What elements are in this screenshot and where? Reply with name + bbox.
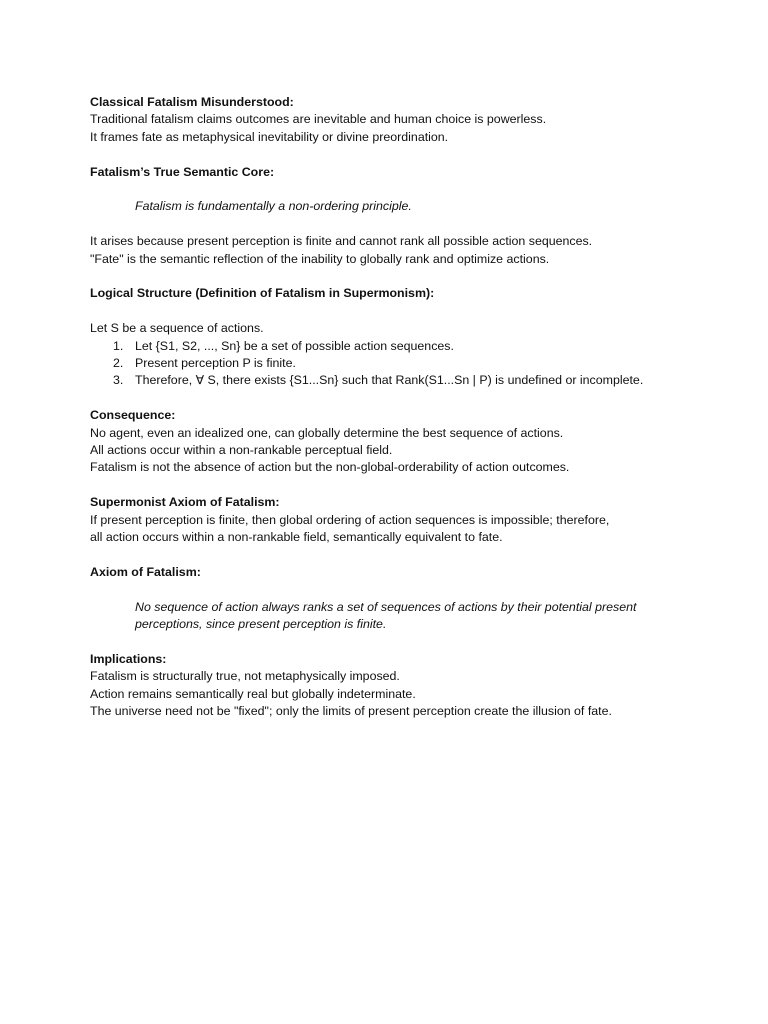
paragraph-line: No agent, even an idealized one, can globally determine the best sequence of actions. xyxy=(90,425,564,440)
blank-line xyxy=(90,303,728,320)
paragraph-line: Let S be a sequence of actions. xyxy=(90,321,264,336)
paragraph-line: Fatalism is not the absence of action but the non-global-orderability of action outcomes. xyxy=(90,460,570,475)
list-item xyxy=(113,355,728,372)
section-axiom-of-fatalism xyxy=(90,564,728,634)
list-number: 1. xyxy=(113,338,124,353)
italic-quote-line: No sequence of action always ranks a set of sequences of actions by their potential present xyxy=(135,599,637,614)
list-number: 2. xyxy=(113,356,124,371)
section-semantic-core xyxy=(90,164,728,268)
heading-classical-fatalism: Classical Fatalism Misunderstood: xyxy=(90,95,294,109)
list-item-text: Therefore, ∀ S, there exists {S1...Sn} such that Rank(S1...Sn | P) is undefined or incomplete. xyxy=(135,373,644,388)
paragraph-line: It arises because present perception is finite and cannot rank all possible action sequences. xyxy=(90,234,593,249)
section-consequence xyxy=(90,407,728,477)
section-implications xyxy=(90,651,728,721)
list-item-text: Let {S1, S2, ..., Sn} be a set of possible action sequences. xyxy=(135,338,454,353)
heading-axiom-of-fatalism: Axiom of Fatalism: xyxy=(90,564,201,579)
italic-quote: Fatalism is fundamentally a non-ordering principle. xyxy=(135,199,412,214)
paragraph-line: "Fate" is the semantic reflection of the inability to globally rank and optimize actions. xyxy=(90,251,550,266)
list-number: 3. xyxy=(113,373,124,388)
paragraph-line: Fatalism is structurally true, not metaphysically imposed. xyxy=(90,669,400,684)
blank-line xyxy=(90,181,728,198)
paragraph-line: It frames fate as metaphysical inevitability or divine preordination. xyxy=(90,129,449,144)
list-item-text: Present perception P is finite. xyxy=(135,356,296,371)
section-classical-fatalism xyxy=(90,94,728,146)
paragraph-line: If present perception is finite, then global ordering of action sequences is impossible; therefore, xyxy=(90,512,610,527)
numbered-list xyxy=(90,338,728,390)
italic-quote-line: perceptions, since present perception is finite. xyxy=(135,617,387,632)
heading-consequence: Consequence: xyxy=(90,408,176,423)
paragraph-line: Action remains semantically real but globally indeterminate. xyxy=(90,686,416,701)
blank-line xyxy=(90,216,728,233)
heading-semantic-core: Fatalism’s True Semantic Core: xyxy=(90,164,275,179)
list-item xyxy=(113,338,728,355)
heading-logical-structure: Logical Structure (Definition of Fatalism in Supermonism): xyxy=(90,286,435,301)
paragraph-line: Traditional fatalism claims outcomes are inevitable and human choice is powerless. xyxy=(90,112,547,127)
heading-supermonist-axiom: Supermonist Axiom of Fatalism: xyxy=(90,495,280,510)
list-item xyxy=(113,372,728,389)
heading-implications: Implications: xyxy=(90,651,167,666)
section-logical-structure xyxy=(90,285,728,389)
blank-line xyxy=(90,581,728,598)
section-supermonist-axiom xyxy=(90,494,728,546)
paragraph-line: The universe need not be "fixed"; only the limits of present perception create the illusion of fate. xyxy=(90,704,612,719)
paragraph-line: All actions occur within a non-rankable perceptual field. xyxy=(90,443,393,458)
paragraph-line: all action occurs within a non-rankable field, semantically equivalent to fate. xyxy=(90,530,503,545)
